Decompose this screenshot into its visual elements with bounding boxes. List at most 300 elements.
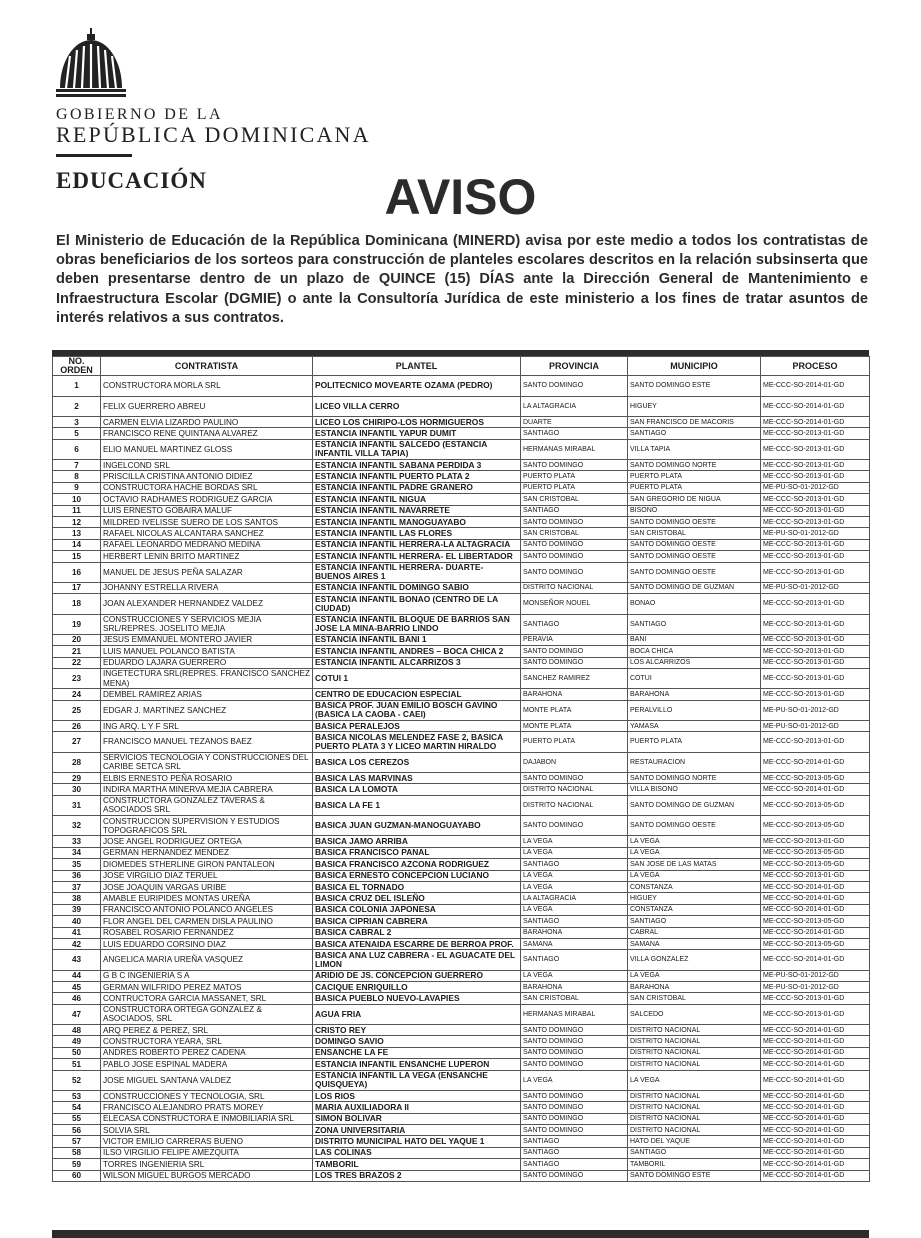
cell-no-orden: 25 [53,700,101,720]
cell-no-orden: 50 [53,1047,101,1058]
cell-plantel: BASICA ATENAIDA ESCARRE DE BERROA PROF. [313,938,521,949]
table-row [53,721,870,732]
cell-plantel: BASICA CABRAL 2 [313,927,521,938]
cell-plantel: ESTANCIA INFANTIL SALCEDO (ESTANCIA INFANTIL VILLA TAPIA) [313,439,521,459]
cell-municipio: SANTO DOMINGO DE GUZMAN [628,795,761,815]
cell-plantel: ESTANCIA INFANTIL PADRE GRANERO [313,482,521,493]
government-dome-logo [56,28,134,98]
cell-provincia: SAMANA [521,938,628,949]
cell-no-orden: 16 [53,562,101,582]
cell-proceso: ME-CCC-SO-2013-01-GD [761,505,870,516]
cell-contratista: ELBIS ERNESTO PEÑA ROSARIO [101,773,313,784]
cell-proceso: ME-PU-SO-01-2012-GD [761,482,870,493]
cell-municipio: VILLA TAPIA [628,439,761,459]
cell-plantel: ESTANCIA INFANTIL LA VEGA (ENSANCHE QUISQUEYA) [313,1070,521,1090]
cell-plantel: ESTANCIA INFANTIL HERRERA-LA ALTAGRACIA [313,539,521,550]
table-row [53,689,870,700]
cell-proceso: ME-CCC-SO-2013-01-GD [761,993,870,1004]
cell-proceso: ME-CCC-SO-2013-01-GD [761,439,870,459]
cell-provincia: SANTO DOMINGO [521,460,628,471]
cell-municipio: DISTRITO NACIONAL [628,1113,761,1124]
table-row [53,1025,870,1036]
cell-municipio: SANTO DOMINGO NORTE [628,460,761,471]
table-row [53,396,870,416]
cell-municipio: RESTAURACION [628,752,761,772]
cell-municipio: LA VEGA [628,1070,761,1090]
cell-provincia: SANTIAGO [521,1147,628,1158]
cell-contratista: CONSTRUCCION SUPERVISION Y ESTUDIOS TOPOGRAFICOS SRL [101,816,313,836]
table-row [53,981,870,992]
table-row [53,970,870,981]
cell-plantel: LOS TRES BRAZOS 2 [313,1170,521,1181]
table-row [53,1090,870,1101]
cell-plantel: COTUI 1 [313,669,521,689]
cell-proceso: ME-PU-SO-01-2012-GD [761,981,870,992]
cell-contratista: VICTOR EMILIO CARRERAS BUENO [101,1136,313,1147]
cell-contratista: FLOR ANGEL DEL CARMEN DISLA PAULINO [101,916,313,927]
cell-provincia: SANTO DOMINGO [521,1125,628,1136]
cell-contratista: CONSTRUCTORA YEARA, SRL [101,1036,313,1047]
table-row [53,669,870,689]
cell-proceso: ME-CCC-SO-2013-01-GD [761,614,870,634]
table-row [53,539,870,550]
cell-plantel: BASICA LA LOMOTA [313,784,521,795]
table-row [53,562,870,582]
cell-municipio: CABRAL [628,927,761,938]
cell-proceso: ME-CCC-SO-2013-01-GD [761,551,870,562]
cell-municipio: DISTRITO NACIONAL [628,1047,761,1058]
cell-proceso: ME-CCC-SO-2013-01-GD [761,870,870,881]
cell-no-orden: 9 [53,482,101,493]
table-row [53,482,870,493]
table-row [53,1059,870,1070]
column-header-provincia: PROVINCIA [521,357,628,376]
cell-contratista: INGETECTURA SRL(REPRES. FRANCISCO SANCHEZ MENA) [101,669,313,689]
cell-plantel: BASICA ERNESTO CONCEPCION LUCIANO [313,870,521,881]
cell-proceso: ME-CCC-SO-2014-01-GD [761,1125,870,1136]
table-row [53,927,870,938]
cell-plantel: LICEO VILLA CERRO [313,396,521,416]
table-row [53,1047,870,1058]
table-row [53,904,870,915]
cell-no-orden: 40 [53,916,101,927]
cell-proceso: ME-PU-SO-01-2012-GD [761,721,870,732]
cell-provincia: SANTO DOMINGO [521,376,628,396]
cell-provincia: LA ALTAGRACIA [521,893,628,904]
table-row [53,784,870,795]
cell-proceso: ME-CCC-SO-2013-05-GD [761,916,870,927]
table-row [53,1147,870,1158]
cell-provincia: DAJABON [521,752,628,772]
cell-provincia: HERMANAS MIRABAL [521,1004,628,1024]
table-row [53,1136,870,1147]
table-row [53,1170,870,1181]
cell-contratista: CONSTRUCTORA ORTEGA GONZALEZ & ASOCIADOS, SRL [101,1004,313,1024]
cell-proceso: ME-CCC-SO-2013-01-GD [761,460,870,471]
cell-provincia: SANTO DOMINGO [521,562,628,582]
cell-plantel: ESTANCIA INFANTIL SABANA PERDIDA 3 [313,460,521,471]
cell-no-orden: 5 [53,428,101,439]
table-row [53,634,870,645]
table-row [53,517,870,528]
cell-provincia: LA VEGA [521,836,628,847]
cell-provincia: SAN CRISTOBAL [521,494,628,505]
cell-contratista: AMABLE EURIPIDES MONTAS UREÑA [101,893,313,904]
cell-municipio: SANTO DOMINGO ESTE [628,376,761,396]
cell-no-orden: 24 [53,689,101,700]
cell-provincia: SANTO DOMINGO [521,1113,628,1124]
cell-municipio: COTUI [628,669,761,689]
cell-municipio: SANTO DOMINGO OESTE [628,551,761,562]
table-row [53,471,870,482]
cell-proceso: ME-CCC-SO-2013-01-GD [761,657,870,668]
cell-plantel: BASICA CIPRIAN CABRERA [313,916,521,927]
cell-municipio: TAMBORIL [628,1159,761,1170]
table-row [53,1159,870,1170]
cell-provincia: SANTIAGO [521,505,628,516]
cell-proceso: ME-CCC-SO-2014-01-GD [761,1136,870,1147]
cell-no-orden: 22 [53,657,101,668]
cell-provincia: SANTO DOMINGO [521,1025,628,1036]
cell-provincia: SAN CRISTOBAL [521,528,628,539]
cell-provincia: SANTO DOMINGO [521,816,628,836]
cell-contratista: MANUEL DE JESUS PEÑA SALAZAR [101,562,313,582]
cell-provincia: SANTIAGO [521,859,628,870]
cell-contratista: ARQ PEREZ & PEREZ, SRL [101,1025,313,1036]
cell-proceso: ME-CCC-SO-2014-01-GD [761,1170,870,1181]
cell-no-orden: 31 [53,795,101,815]
cell-municipio: SANTO DOMINGO OESTE [628,816,761,836]
cell-provincia: SANTO DOMINGO [521,773,628,784]
cell-plantel: CENTRO DE EDUCACION ESPECIAL [313,689,521,700]
cell-no-orden: 7 [53,460,101,471]
table-row [53,795,870,815]
table-row [53,460,870,471]
cell-no-orden: 8 [53,471,101,482]
cell-municipio: BARAHONA [628,981,761,992]
table-row [53,773,870,784]
cell-plantel: LAS COLINAS [313,1147,521,1158]
cell-municipio: SANTIAGO [628,614,761,634]
cell-proceso: ME-CCC-SO-2013-05-GD [761,847,870,858]
cell-contratista: INDIRA MARTHA MINERVA MEJIA CABRERA [101,784,313,795]
cell-municipio: SAMANA [628,938,761,949]
cell-municipio: SANTIAGO [628,428,761,439]
table-row [53,1070,870,1090]
cell-plantel: ESTANCIA INFANTIL MANOGUAYABO [313,517,521,528]
cell-proceso: ME-CCC-SO-2013-01-GD [761,732,870,752]
cell-municipio: SANTIAGO [628,916,761,927]
cell-no-orden: 45 [53,981,101,992]
cell-plantel: ARIDIO DE JS. CONCEPCION GUERRERO [313,970,521,981]
cell-proceso: ME-CCC-SO-2014-01-GD [761,1159,870,1170]
cell-plantel: ESTANCIA INFANTIL LAS FLORES [313,528,521,539]
cell-municipio: SANTO DOMINGO OESTE [628,539,761,550]
cell-contratista: ANGELICA MARIA UREÑA VASQUEZ [101,950,313,970]
table-row [53,893,870,904]
table-row [53,428,870,439]
table-row [53,732,870,752]
cell-no-orden: 60 [53,1170,101,1181]
table-row [53,528,870,539]
table-row [53,916,870,927]
cell-provincia: MONTE PLATA [521,700,628,720]
cell-no-orden: 33 [53,836,101,847]
cell-no-orden: 47 [53,1004,101,1024]
intro-paragraph: El Ministerio de Educación de la República Dominicana (MINERD) avisa por este medio a todos los contratistas de obras beneficiarios de los sorteos para construcción de planteles escolares descritos en la relación subsinserta que deben presentarse dentro de un plazo de QUINCE (15) DÍAS ante la Dirección General de Mantenimiento e Infraestructura Escolar (DGMIE) o ante la Consultoría Jurídica de este ministerio a los fines de tratar asuntos de interés relativos a sus contratos. [56,233,868,326]
cell-no-orden: 41 [53,927,101,938]
cell-provincia: SANTO DOMINGO [521,539,628,550]
cell-contratista: JOSE VIRGILIO DIAZ TERUEL [101,870,313,881]
cell-plantel: BASICA NICOLAS MELENDEZ FASE 2, BASICA PUERTO PLATA 3 Y LICEO MARTIN HIRALDO [313,732,521,752]
table-row [53,1004,870,1024]
cell-proceso: ME-CCC-SO-2013-05-GD [761,938,870,949]
cell-provincia: PERAVIA [521,634,628,645]
cell-plantel: BASICA JAMO ARRIBA [313,836,521,847]
cell-contratista: DEMBEL RAMIREZ ARIAS [101,689,313,700]
cell-proceso: ME-CCC-SO-2014-01-GD [761,904,870,915]
cell-contratista: INGELCOND SRL [101,460,313,471]
cell-plantel: BASICA PUEBLO NUEVO-LAVAPIES [313,993,521,1004]
cell-contratista: ELIO MANUEL MARTINEZ GLOSS [101,439,313,459]
cell-proceso: ME-CCC-SO-2013-01-GD [761,689,870,700]
column-header-contratista: CONTRATISTA [101,357,313,376]
cell-provincia: SANTO DOMINGO [521,1170,628,1181]
cell-no-orden: 1 [53,376,101,396]
cell-proceso: ME-CCC-SO-2013-01-GD [761,562,870,582]
cell-plantel: TAMBORIL [313,1159,521,1170]
cell-contratista: LUIS EDUARDO CORSINO DIAZ [101,938,313,949]
table-body [53,376,870,1182]
cell-no-orden: 12 [53,517,101,528]
cell-contratista: JOSE ANGEL RODRIGUEZ ORTEGA [101,836,313,847]
cell-municipio: BANI [628,634,761,645]
cell-proceso: ME-PU-SO-01-2012-GD [761,700,870,720]
cell-proceso: ME-CCC-SO-2014-01-GD [761,927,870,938]
cell-no-orden: 36 [53,870,101,881]
cell-plantel: BASICA ANA LUZ CABRERA - EL AGUACATE DEL LIMON [313,950,521,970]
table-row [53,816,870,836]
cell-contratista: DIOMEDES STHERLINE GIRON PANTALEON [101,859,313,870]
cell-proceso: ME-CCC-SO-2014-01-GD [761,1047,870,1058]
cell-proceso: ME-CCC-SO-2014-01-GD [761,1025,870,1036]
cell-no-orden: 14 [53,539,101,550]
table-row [53,417,870,428]
cell-provincia: SANTO DOMINGO [521,657,628,668]
cell-contratista: CONTRUCTORA GARCIA MASSANET, SRL [101,993,313,1004]
cell-plantel: MARIA AUXILIADORA II [313,1102,521,1113]
cell-proceso: ME-PU-SO-01-2012-GD [761,970,870,981]
department-name: EDUCACIÓN [56,168,207,193]
cell-contratista: JOSE JOAQUIN VARGAS URIBE [101,881,313,892]
cell-municipio: DISTRITO NACIONAL [628,1102,761,1113]
cell-contratista: JOAN ALEXANDER HERNANDEZ VALDEZ [101,594,313,614]
table-row [53,582,870,593]
cell-provincia: SANTIAGO [521,1136,628,1147]
cell-municipio: PUERTO PLATA [628,482,761,493]
cell-contratista: LUIS ERNESTO GOBAIRA MALUF [101,505,313,516]
cell-provincia: SANTO DOMINGO [521,1059,628,1070]
cell-proceso: ME-CCC-SO-2013-01-GD [761,428,870,439]
cell-proceso: ME-CCC-SO-2014-01-GD [761,881,870,892]
cell-proceso: ME-CCC-SO-2013-01-GD [761,836,870,847]
cell-contratista: ANDRES ROBERTO PEREZ CADENA [101,1047,313,1058]
cell-municipio: SAN FRANCISCO DE MACORIS [628,417,761,428]
cell-municipio: LA VEGA [628,870,761,881]
table-header-row [53,357,870,376]
cell-municipio: BONAO [628,594,761,614]
cell-proceso: ME-CCC-SO-2013-05-GD [761,816,870,836]
cell-municipio: SANTO DOMINGO OESTE [628,517,761,528]
cell-municipio: SANTO DOMINGO DE GUZMAN [628,582,761,593]
cell-proceso: ME-CCC-SO-2013-01-GD [761,646,870,657]
cell-no-orden: 55 [53,1113,101,1124]
cell-contratista: JOHANNY ESTRELLA RIVERA [101,582,313,593]
cell-contratista: PRISCILLA CRISTINA ANTONIO DIDIEZ [101,471,313,482]
cell-contratista: JOSE MIGUEL SANTANA VALDEZ [101,1070,313,1090]
cell-proceso: ME-CCC-SO-2013-05-GD [761,859,870,870]
cell-provincia: SANTIAGO [521,428,628,439]
cell-provincia: SANTIAGO [521,614,628,634]
cell-proceso: ME-CCC-SO-2013-05-GD [761,773,870,784]
cell-no-orden: 39 [53,904,101,915]
cell-proceso: ME-CCC-SO-2014-01-GD [761,1059,870,1070]
cell-no-orden: 58 [53,1147,101,1158]
government-line-1: GOBIERNO DE LA [56,106,223,123]
cell-no-orden: 3 [53,417,101,428]
cell-plantel: ESTANCIA INFANTIL BONAO (CENTRO DE LA CIUDAD) [313,594,521,614]
cell-municipio: HATO DEL YAQUE [628,1136,761,1147]
cell-plantel: ESTANCIA INFANTIL HERRERA- DUARTE- BUENOS AIRES 1 [313,562,521,582]
cell-no-orden: 2 [53,396,101,416]
cell-provincia: SANTO DOMINGO [521,646,628,657]
cell-contratista: SERVICIOS TECNOLOGIA Y CONSTRUCCIONES DEL CARIBE SETCA SRL [101,752,313,772]
cell-contratista: ILSO VIRGILIO FELIPE AMEZQUITA [101,1147,313,1158]
cell-provincia: SANTO DOMINGO [521,1036,628,1047]
cell-no-orden: 15 [53,551,101,562]
cell-no-orden: 21 [53,646,101,657]
cell-provincia: LA VEGA [521,847,628,858]
table-row [53,870,870,881]
cell-plantel: ESTANCIA INFANTIL ENSANCHE LUPERON [313,1059,521,1070]
cell-contratista: CONSTRUCCIONES Y TECNOLOGIA, SRL [101,1090,313,1101]
cell-municipio: CONSTANZA [628,881,761,892]
cell-municipio: DISTRITO NACIONAL [628,1090,761,1101]
cell-contratista: G B C INGENIERIA S A [101,970,313,981]
cell-provincia: DISTRITO NACIONAL [521,795,628,815]
column-header-plantel: PLANTEL [313,357,521,376]
table-row [53,494,870,505]
table-row [53,950,870,970]
cell-plantel: BASICA CRUZ DEL ISLEÑO [313,893,521,904]
cell-no-orden: 53 [53,1090,101,1101]
logo-divider [56,154,132,157]
cell-provincia: SANTIAGO [521,916,628,927]
cell-provincia: DISTRITO NACIONAL [521,582,628,593]
cell-no-orden: 11 [53,505,101,516]
cell-municipio: LA VEGA [628,970,761,981]
cell-plantel: ESTANCIA INFANTIL DOMINGO SABIO [313,582,521,593]
cell-contratista: RAFAEL NICOLAS ALCANTARA SANCHEZ [101,528,313,539]
cell-plantel: BASICA PROF. JUAN EMILIO BOSCH GAVINO (BASICA LA CAOBA - CAEI) [313,700,521,720]
table-row [53,376,870,396]
cell-contratista: FRANCISCO ALEJANDRO PRATS MOREY [101,1102,313,1113]
table-row [53,881,870,892]
cell-proceso: ME-CCC-SO-2014-01-GD [761,950,870,970]
cell-plantel: BASICA FRANCISCO PANAL [313,847,521,858]
cell-plantel: ESTANCIA INFANTIL ANDRES – BOCA CHICA 2 [313,646,521,657]
cell-plantel: LICEO LOS CHIRIPO-LOS HORMIGUEROS [313,417,521,428]
cell-plantel: DISTRITO MUNICIPAL HATO DEL YAQUE 1 [313,1136,521,1147]
cell-provincia: BARAHONA [521,689,628,700]
column-header-municipio: MUNICIPIO [628,357,761,376]
cell-contratista: RAFAEL LEONARDO MEDRANO MEDINA [101,539,313,550]
cell-proceso: ME-CCC-SO-2013-01-GD [761,517,870,528]
cell-provincia: MONTE PLATA [521,721,628,732]
cell-provincia: LA ALTAGRACIA [521,396,628,416]
cell-provincia: SANTIAGO [521,1159,628,1170]
cell-plantel: ZONA UNIVERSITARIA [313,1125,521,1136]
cell-contratista: FRANCISCO ANTONIO POLANCO ANGELES [101,904,313,915]
government-line-2: REPÚBLICA DOMINICANA [56,122,371,147]
cell-contratista: SOLVIA SRL [101,1125,313,1136]
cell-no-orden: 26 [53,721,101,732]
table-row [53,847,870,858]
table-row [53,1036,870,1047]
cell-provincia: BARAHONA [521,927,628,938]
cell-contratista: OCTAVIO RADHAMES RODRIGUEZ GARCIA [101,494,313,505]
page-title: AVISO [384,169,537,225]
cell-municipio: SAN CRISTOBAL [628,993,761,1004]
cell-municipio: PUERTO PLATA [628,732,761,752]
cell-plantel: BASICA LOS CEREZOS [313,752,521,772]
cell-plantel: ENSANCHE LA FE [313,1047,521,1058]
cell-no-orden: 35 [53,859,101,870]
cell-no-orden: 48 [53,1025,101,1036]
cell-provincia: SANTO DOMINGO [521,551,628,562]
table-row [53,439,870,459]
column-header-proceso: PROCESO [761,357,870,376]
cell-no-orden: 57 [53,1136,101,1147]
cell-no-orden: 52 [53,1070,101,1090]
cell-plantel: ESTANCIA INFANTIL BANI 1 [313,634,521,645]
cell-contratista: PABLO JOSE ESPINAL MADERA [101,1059,313,1070]
cell-no-orden: 27 [53,732,101,752]
cell-provincia: PUERTO PLATA [521,482,628,493]
cell-proceso: ME-CCC-SO-2013-05-GD [761,795,870,815]
cell-proceso: ME-CCC-SO-2013-01-GD [761,634,870,645]
cell-contratista: GERMAN HERNANDEZ MENDEZ [101,847,313,858]
cell-contratista: MILDRED IVELISSE SUERO DE LOS SANTOS [101,517,313,528]
cell-no-orden: 20 [53,634,101,645]
table-row [53,993,870,1004]
table-row [53,614,870,634]
cell-plantel: ESTANCIA INFANTIL NIGUA [313,494,521,505]
cell-plantel: BASICA COLONIA JAPONESA [313,904,521,915]
cell-proceso: ME-CCC-SO-2014-01-GD [761,784,870,795]
cell-proceso: ME-CCC-SO-2014-01-GD [761,1090,870,1101]
cell-proceso: ME-PU-SO-01-2012-GD [761,582,870,593]
cell-no-orden: 29 [53,773,101,784]
cell-provincia: LA VEGA [521,870,628,881]
cell-plantel: BASICA LA FE 1 [313,795,521,815]
column-header-no-orden: NO. ORDEN [53,357,101,376]
cell-proceso: ME-CCC-SO-2014-01-GD [761,893,870,904]
cell-plantel: CACIQUE ENRIQUILLO [313,981,521,992]
cell-no-orden: 43 [53,950,101,970]
cell-municipio: SAN CRISTOBAL [628,528,761,539]
cell-plantel: DOMINGO SAVIO [313,1036,521,1047]
